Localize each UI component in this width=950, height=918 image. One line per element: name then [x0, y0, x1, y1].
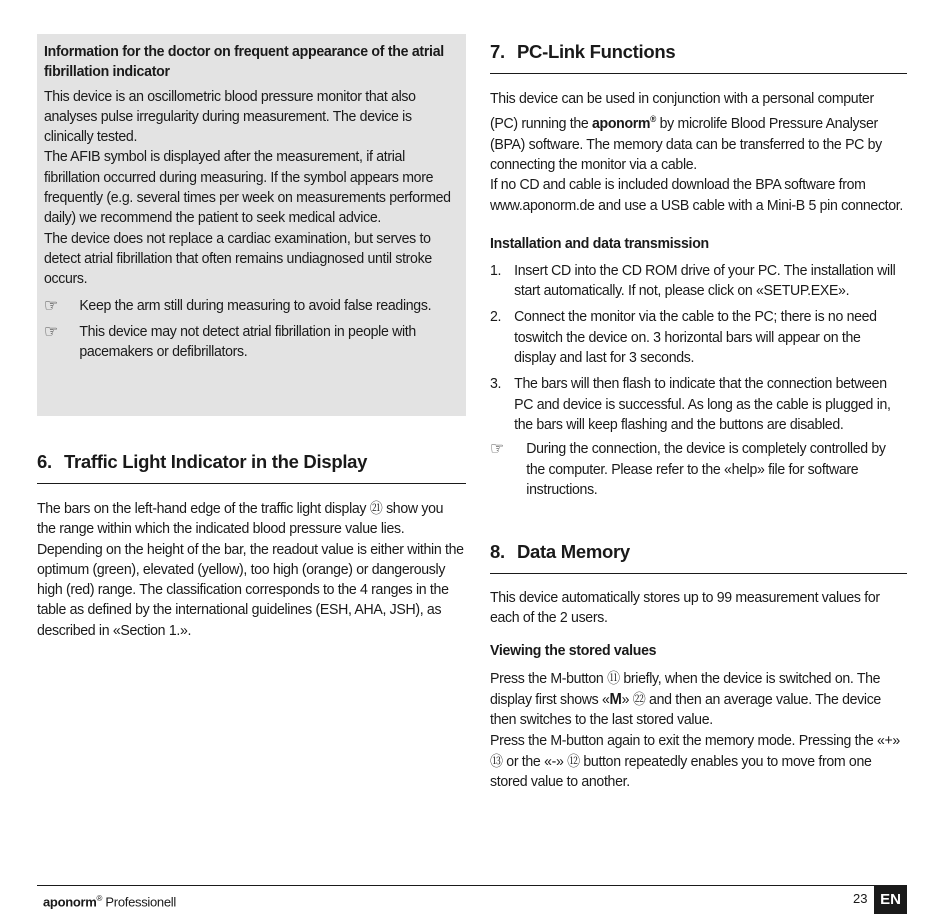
footer-brand: aponorm® Professionell	[43, 894, 176, 910]
section-title: Data Memory	[517, 541, 630, 563]
pointing-hand-icon: ☞	[44, 295, 58, 315]
installation-subheading: Installation and data transmission	[490, 234, 709, 252]
section-title: Traffic Light Indicator in the Display	[64, 451, 368, 472]
left-column	[37, 34, 466, 641]
section-number: 8.	[490, 541, 505, 563]
list-item: 3. The bars will then flash to indicate that the connection between PC and device is successful. As long as the cable is plugged in, the bars will keep flashing and the buttons are disabled.	[490, 375, 891, 433]
section-number: 6.	[37, 451, 52, 472]
right-column	[490, 34, 907, 792]
section-6-body: The bars on the left-hand edge of the traffic light display ㉑ show you the range within which the indicated blood pressure value lies. Depending on the height of the bar, the readout value is either within the optimum (green), elevated (yellow), too high (orange) or dangerously high (red) range. The classification corresponds to the 4 ranges in the table as defined by the international guidelines (ESH, AHA, JSH), as described in «Section 1.».	[37, 500, 464, 639]
list-item: 2. Connect the monitor via the cable to the PC; there is no need toswitch the device on. 3 horizontal bars will appear on the display and last for 3 seconds.	[490, 308, 877, 367]
note-item	[44, 322, 454, 363]
pointing-hand-icon: ☞	[44, 321, 58, 341]
section-8-intro: This device automatically stores up to 99 measurement values for each of the 2 users.	[490, 589, 880, 627]
memory-symbol: M	[609, 691, 622, 708]
info-paragraph-1: This device is an oscillometric blood pressure monitor that also analyses pulse irregularity during measurement. The device is clinically tested.	[44, 87, 416, 146]
list-item: 1. Insert CD into the CD ROM drive of your PC. The installation will start automatically. If not, please click on «SETUP.EXE».	[490, 261, 896, 300]
reference-number: ㉒	[632, 691, 646, 707]
note-text: This device may not detect atrial fibrillation in people with pacemakers or defibrillators.	[79, 322, 416, 361]
reference-number: ⑫	[567, 752, 580, 769]
note-item	[44, 296, 454, 316]
section-7-intro: This device can be used in conjunction with a personal computer (PC) running the aponorm® by microlife Blood Pressure Analyser (BPA) software. The memory data can be transferred to the PC by connecting the monitor via a cable. If no CD and cable is included download the BPA software from www.aponorm.de and use a USB cable with a Mini-B 5 pin connector.	[490, 90, 904, 214]
info-paragraph-3: The device does not replace a cardiac examination, but serves to detect atrial fibrillation that often remains undiagnosed until stroke occurs.	[44, 229, 432, 288]
info-box-heading: Information for the doctor on frequent appearance of the atrial fibrillation indicator	[44, 43, 444, 81]
viewing-subheading: Viewing the stored values	[490, 641, 657, 659]
section-8-heading	[490, 540, 907, 574]
installation-steps	[490, 261, 905, 500]
pointing-hand-icon: ☞	[490, 439, 504, 459]
section-7-heading	[490, 40, 907, 74]
note-text: Keep the arm still during measuring to avoid false readings.	[79, 296, 432, 314]
brand-name: aponorm	[592, 115, 651, 133]
doctor-info-box	[37, 34, 466, 416]
language-badge: EN	[874, 885, 907, 914]
section-6-heading	[37, 450, 466, 484]
section-title: PC-Link Functions	[517, 41, 676, 62]
reference-number: ⑪	[607, 669, 620, 686]
reference-number: ㉑	[369, 500, 383, 516]
info-paragraph-2: The AFIB symbol is displayed after the measurement, if atrial fibrillation occurred during measuring. If the symbol appears more frequently (e.g. several times per week on measurements performed daily) we recommend the patient to seek medical advice.	[44, 148, 451, 227]
footer-divider	[37, 885, 906, 886]
section-number: 7.	[490, 41, 505, 62]
note-item	[490, 439, 905, 500]
reference-number: ⑬	[490, 752, 503, 769]
section-8-body: Press the M-button ⑪ briefly, when the device is switched on. The display first shows «M» ㉒ and then an average value. The device then switches to the last stored value. Press the M-button again to exit the memory mode. Pressing the «+» ⑬ or the «-» ⑫ button repeatedly enables you to move from one stored value to another.	[490, 669, 900, 791]
note-text: During the connection, the device is completely controlled by the computer. Please refer to the «help» file for software instructions.	[526, 440, 886, 498]
page-number: 23	[853, 891, 868, 906]
